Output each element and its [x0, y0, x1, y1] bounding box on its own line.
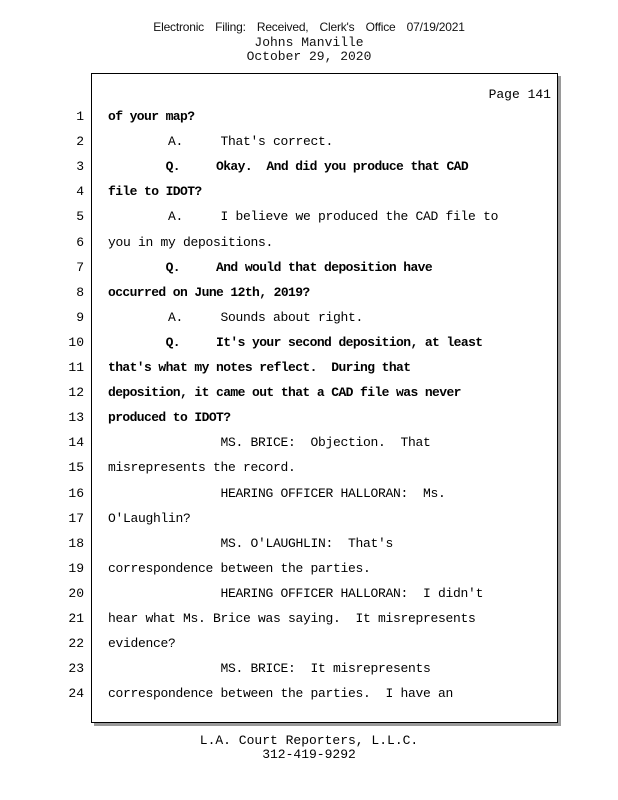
transcript-line: A. I believe we produced the CAD file to [108, 209, 499, 224]
transcript-line: correspondence between the parties. I have an [108, 686, 454, 701]
line-number: 11 [68, 360, 84, 375]
transcript-line: Q. It's your second deposition, at least [108, 335, 483, 350]
transcript-line: MS. BRICE: It misrepresents [108, 661, 431, 676]
transcript-line: you in my depositions. [108, 235, 274, 250]
line-number: 24 [68, 686, 84, 701]
transcript-line: Q. And would that deposition have [108, 260, 433, 275]
line-number: 1 [76, 109, 84, 124]
page-number: Page 141 [488, 87, 551, 102]
line-number: 20 [68, 586, 84, 601]
line-number: 18 [68, 536, 84, 551]
line-number: 5 [76, 209, 84, 224]
transcript-line: A. That's correct. [108, 134, 334, 149]
transcript-line: A. Sounds about right. [108, 310, 364, 325]
line-number: 2 [76, 134, 84, 149]
line-number: 19 [68, 561, 84, 576]
transcript-line: misrepresents the record. [108, 460, 296, 475]
line-number: 3 [76, 159, 84, 174]
line-number: 21 [68, 611, 84, 626]
filing-stamp: Electronic Filing: Received, Clerk's Office 07/19/2021 [153, 20, 465, 34]
transcript-line: MS. O'LAUGHLIN: That's [108, 536, 394, 551]
transcript-line: file to IDOT? [108, 184, 202, 199]
transcript-line: occurred on June 12th, 2019? [108, 285, 310, 300]
transcript-line: deposition, it came out that a CAD file was never [108, 385, 461, 400]
line-number: 4 [76, 184, 84, 199]
footer-phone: 312-419-9292 [262, 747, 356, 762]
transcript-line: produced to IDOT? [108, 410, 231, 425]
transcript-line: evidence? [108, 636, 176, 651]
transcript-line: of your map? [108, 109, 195, 124]
footer-company: L.A. Court Reporters, L.L.C. [199, 733, 419, 748]
line-number: 14 [68, 435, 84, 450]
transcript-line: Q. Okay. And did you produce that CAD [108, 159, 469, 174]
line-number: 12 [68, 385, 84, 400]
line-number: 16 [68, 486, 84, 501]
transcript-line: HEARING OFFICER HALLORAN: Ms. [108, 486, 446, 501]
transcript-line: MS. BRICE: Objection. That [108, 435, 431, 450]
header-date: October 29, 2020 [246, 49, 372, 64]
transcript-line: that's what my notes reflect. During that [108, 360, 411, 375]
transcript-line: hear what Ms. Brice was saying. It misrepresents [108, 611, 476, 626]
line-number: 22 [68, 636, 84, 651]
line-number: 15 [68, 460, 84, 475]
line-number: 7 [76, 260, 84, 275]
transcript-line: HEARING OFFICER HALLORAN: I didn't [108, 586, 484, 601]
transcript-line: O'Laughlin? [108, 511, 191, 526]
line-number: 10 [68, 335, 84, 350]
line-number: 8 [76, 285, 84, 300]
header-case-name: Johns Manville [254, 35, 364, 50]
line-number: 23 [68, 661, 84, 676]
transcript-line: correspondence between the parties. [108, 561, 371, 576]
line-number: 9 [76, 310, 84, 325]
line-number: 17 [68, 511, 84, 526]
line-number: 13 [68, 410, 84, 425]
line-number: 6 [76, 235, 84, 250]
